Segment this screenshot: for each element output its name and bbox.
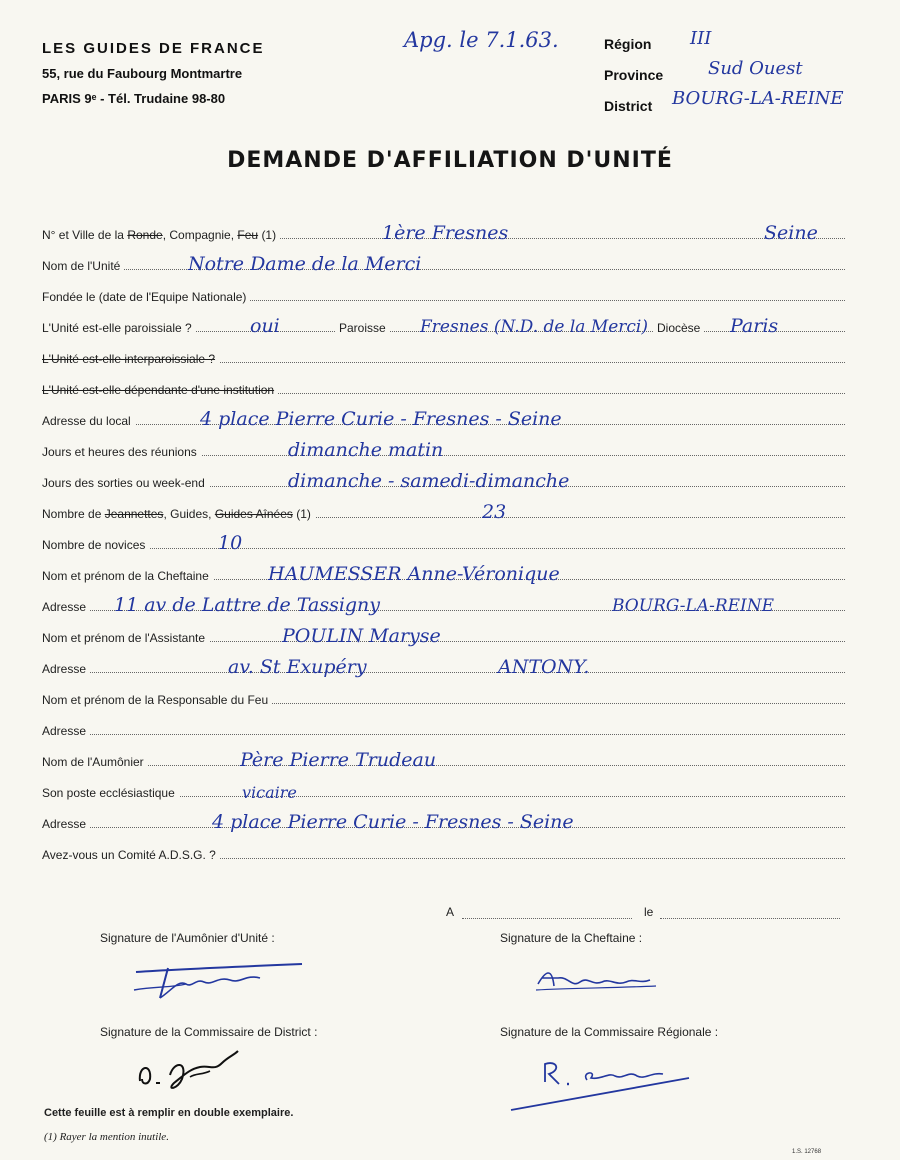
- field-value-poste[interactable]: vicaire: [242, 783, 297, 802]
- field-row-numero: [42, 214, 845, 244]
- field-label-diocese: Diocèse: [654, 321, 703, 335]
- field-value-adresse-local[interactable]: 4 place Pierre Curie - Fresnes - Seine: [200, 408, 562, 430]
- signature-cheftaine-label: Signature de la Cheftaine :: [500, 931, 643, 945]
- field-label-poste: Son poste ecclésiastique: [42, 786, 179, 800]
- field-row-adresse-assistante: [42, 648, 845, 678]
- organization-address: 55, rue du Faubourg Montmartre: [42, 66, 243, 81]
- field-row-assistante: [42, 617, 845, 647]
- field-row-sorties: [42, 462, 845, 492]
- field-value-numero-2[interactable]: Seine: [764, 222, 818, 244]
- field-row-reunions: [42, 431, 845, 461]
- signature-aumonier-image: [126, 950, 316, 1010]
- field-label-adresse-assistante: Adresse: [42, 662, 90, 676]
- field-label-adresse-aumonier: Adresse: [42, 817, 90, 831]
- date-label: le: [644, 905, 654, 919]
- field-label-interparoissiale: L'Unité est-elle interparoissiale ?: [42, 352, 219, 366]
- footer-note-strike-instruction: (1) Rayer la mention inutile.: [44, 1131, 169, 1143]
- field-value-aumonier[interactable]: Père Pierre Trudeau: [240, 749, 437, 771]
- field-label-adresse-responsable: Adresse: [42, 724, 90, 738]
- field-row-fondee: [42, 276, 845, 304]
- place-input-line[interactable]: [462, 904, 632, 919]
- field-label-nom-unite: Nom de l'Unité: [42, 259, 124, 273]
- field-value-novices[interactable]: 10: [218, 532, 243, 554]
- field-label-nombre: Nombre de Jeannettes, Guides, Guides Aînées (1): [42, 507, 315, 521]
- district-value: BOURG-LA-REINE: [672, 88, 844, 109]
- field-row-aumonier: [42, 741, 845, 771]
- signature-cheftaine-image: [532, 962, 662, 998]
- field-row-nombre: [42, 493, 845, 523]
- field-value-adresse-aumonier[interactable]: 4 place Pierre Curie - Fresnes - Seine: [212, 811, 574, 833]
- field-label-aumonier: Nom de l'Aumônier: [42, 755, 148, 769]
- handwritten-approval-note: Apg. le 7.1.63.: [404, 28, 559, 52]
- field-row-adresse-cheftaine: [42, 586, 845, 616]
- signature-commissaire-district-label: Signature de la Commissaire de District :: [100, 1025, 318, 1039]
- field-row-nom-unite: [42, 245, 845, 275]
- field-label-responsable: Nom et prénom de la Responsable du Feu: [42, 693, 272, 707]
- field-row-cheftaine: [42, 555, 845, 585]
- signature-aumonier-label: Signature de l'Aumônier d'Unité :: [100, 931, 275, 945]
- field-row-paroissiale: [42, 307, 845, 337]
- date-input-line[interactable]: [660, 904, 840, 919]
- field-row-responsable: [42, 679, 845, 707]
- field-label-adresse-cheftaine: Adresse: [42, 600, 90, 614]
- form-reference-code: 1.S. 12768: [792, 1149, 822, 1155]
- field-label-sorties: Jours des sorties ou week-end: [42, 476, 209, 490]
- field-row-institution: [42, 369, 845, 397]
- field-label-paroissiale: L'Unité est-elle paroissiale ?: [42, 321, 196, 335]
- field-value-nombre[interactable]: 23: [482, 501, 507, 523]
- field-label-paroisse: Paroisse: [336, 321, 389, 335]
- organization-name: LES GUIDES DE FRANCE: [42, 40, 265, 57]
- region-label: Région: [604, 36, 652, 52]
- field-row-poste: [42, 772, 845, 802]
- field-label-cheftaine: Nom et prénom de la Cheftaine: [42, 569, 213, 583]
- field-row-adresse-local: [42, 400, 845, 430]
- field-value-numero[interactable]: 1ère Fresnes: [382, 222, 509, 244]
- province-value: Sud Ouest: [708, 58, 803, 79]
- field-label-reunions: Jours et heures des réunions: [42, 445, 201, 459]
- region-value: III: [690, 28, 712, 49]
- field-row-comite: [42, 834, 845, 862]
- field-value-paroissiale[interactable]: oui: [250, 315, 280, 337]
- field-label-assistante: Nom et prénom de l'Assistante: [42, 631, 209, 645]
- field-value-adresse-assistante[interactable]: av. St Exupéry: [228, 656, 367, 678]
- field-label-fondee: Fondée le (date de l'Equipe Nationale): [42, 290, 250, 304]
- field-value-paroisse[interactable]: Fresnes (N.D. de la Merci): [420, 317, 649, 337]
- field-label-numero: N° et Ville de la Ronde, Compagnie, Feu (1): [42, 228, 280, 242]
- signature-commissaire-regionale-label: Signature de la Commissaire Régionale :: [500, 1025, 719, 1039]
- field-value-adresse-cheftaine[interactable]: 11 av de Lattre de Tassigny: [114, 594, 381, 616]
- field-value-nom-unite[interactable]: Notre Dame de la Merci: [188, 253, 422, 275]
- field-label-comite: Avez-vous un Comité A.D.S.G. ?: [42, 848, 220, 862]
- place-label: A: [446, 905, 455, 919]
- field-label-institution: L'Unité est-elle dépendante d'une institution: [42, 383, 278, 397]
- organization-phone: PARIS 9ᵉ - Tél. Trudaine 98-80: [42, 91, 226, 106]
- form-title: DEMANDE D'AFFILIATION D'UNITÉ: [227, 148, 673, 173]
- organization-header: [42, 36, 265, 111]
- field-label-novices: Nombre de novices: [42, 538, 149, 552]
- field-row-adresse-aumonier: [42, 803, 845, 833]
- field-value-reunions[interactable]: dimanche matin: [288, 439, 444, 461]
- field-value-diocese[interactable]: Paris: [730, 315, 779, 337]
- footer-note-double-copy: Cette feuille est à remplir en double exemplaire.: [44, 1107, 294, 1119]
- field-row-interparoissiale: [42, 338, 845, 366]
- signature-commissaire-regionale-image: [505, 1050, 695, 1116]
- field-value-cheftaine[interactable]: HAUMESSER Anne-Véronique: [268, 563, 560, 585]
- province-label: Province: [604, 67, 664, 83]
- field-row-novices: [42, 524, 845, 554]
- field-label-adresse-local: Adresse du local: [42, 414, 135, 428]
- field-value-sorties[interactable]: dimanche - samedi-dimanche: [288, 470, 570, 492]
- field-value-adresse-cheftaine-2[interactable]: BOURG-LA-REINE: [612, 596, 775, 616]
- field-value-adresse-assistante-2[interactable]: ANTONY.: [498, 656, 590, 678]
- field-value-assistante[interactable]: POULIN Maryse: [282, 625, 441, 647]
- field-row-adresse-responsable: [42, 710, 845, 738]
- district-label: District: [604, 98, 653, 114]
- signature-commissaire-district-image: [130, 1045, 250, 1095]
